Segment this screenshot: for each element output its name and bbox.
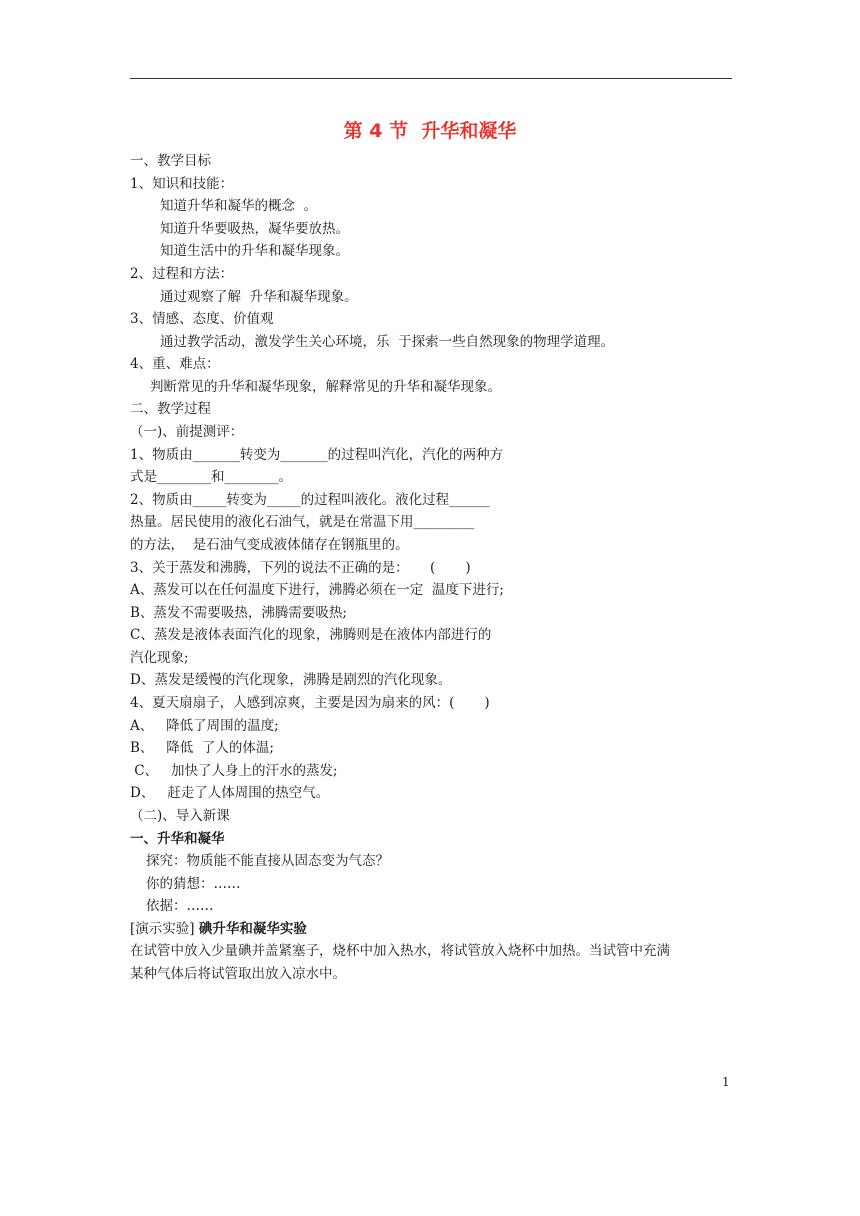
text-line: D、 赶走了人体周围的热空气。	[130, 785, 330, 801]
text-line: B、 降低 了人的体温;	[130, 740, 274, 756]
text-line: 一、教学目标	[130, 153, 211, 169]
page-number: 1	[722, 1075, 730, 1089]
text-line: （一)、前提测评：	[130, 424, 244, 440]
text-line: 热量。居民使用的液化石油气，就是在常温下用_________	[130, 514, 475, 530]
text-line: 式是________和________。	[130, 469, 292, 485]
text-line: 2、过程和方法：	[130, 266, 234, 282]
text-line: D、蒸发是缓慢的汽化现象，沸腾是剧烈的汽化现象。	[130, 672, 452, 688]
text-line: B、蒸发不需要吸热，沸腾需要吸热;	[130, 605, 347, 621]
text-line: 在试管中放入少量碘并盖紧塞子，烧杯中加入热水，将试管放入烧杯中加热。当试管中充满	[130, 943, 670, 959]
text-line: 3、关于蒸发和沸腾，下列的说法不正确的是： ( )	[130, 560, 471, 576]
text-line: 判断常见的升华和凝华现象，解释常见的升华和凝华现象。	[150, 379, 501, 395]
text-line: A、 降低了周围的温度;	[130, 718, 279, 734]
text-line: 二、教学过程	[130, 401, 211, 417]
text-line: 3、情感、态度、价值观	[130, 311, 274, 327]
page-title: 第 4 节 升华和凝华	[343, 120, 517, 142]
text-line: 2、物质由_____转变为_____的过程叫液化。液化过程______	[130, 492, 490, 508]
demo-title: 碘升华和凝华实验	[198, 921, 307, 937]
text-line: 知道升华和凝华的概念 。	[160, 198, 318, 214]
text-line: 通过教学活动，激发学生关心环境，乐 于探索一些自然现象的物理学道理。	[160, 334, 615, 350]
text-line: （二)、导入新课	[130, 808, 230, 824]
section-heading: 一、升华和凝华	[130, 831, 225, 847]
text-line: 4、重、难点：	[130, 356, 220, 372]
demo-line	[130, 920, 307, 938]
text-line: 知道生活中的升华和凝华现象。	[160, 243, 349, 259]
text-line: 通过观察了解 升华和凝华现象。	[160, 289, 358, 305]
text-line: 某种气体后将试管取出放入凉水中。	[130, 966, 346, 982]
header-rule	[130, 78, 732, 79]
text-line: 的方法， 是石油气变成液体储存在钢瓶里的。	[130, 537, 409, 553]
text-line: A、蒸发可以在任何温度下进行，沸腾必须在一定 温度下进行;	[130, 582, 504, 598]
text-line: 探究：物质能不能直接从固态变为气态？	[146, 853, 389, 869]
text-line: C、蒸发是液体表面汽化的现象，沸腾则是在液体内部进行的	[130, 627, 492, 643]
text-line: 知道升华要吸热，凝华要放热。	[160, 221, 349, 237]
text-line: 汽化现象;	[130, 650, 189, 666]
text-line: 依据：……	[146, 898, 214, 914]
text-line: 1、知识和技能：	[130, 176, 234, 192]
text-line: C、 加快了人身上的汗水的蒸发;	[130, 763, 338, 779]
text-line: 你的猜想：……	[146, 876, 241, 892]
text-line: 1、物质由_______转变为_______的过程叫汽化，汽化的两种方	[130, 447, 504, 463]
text-line: 4、夏天扇扇子，人感到凉爽，主要是因为扇来的风：( )	[130, 695, 490, 711]
demo-label: [演示实验]	[130, 921, 195, 937]
